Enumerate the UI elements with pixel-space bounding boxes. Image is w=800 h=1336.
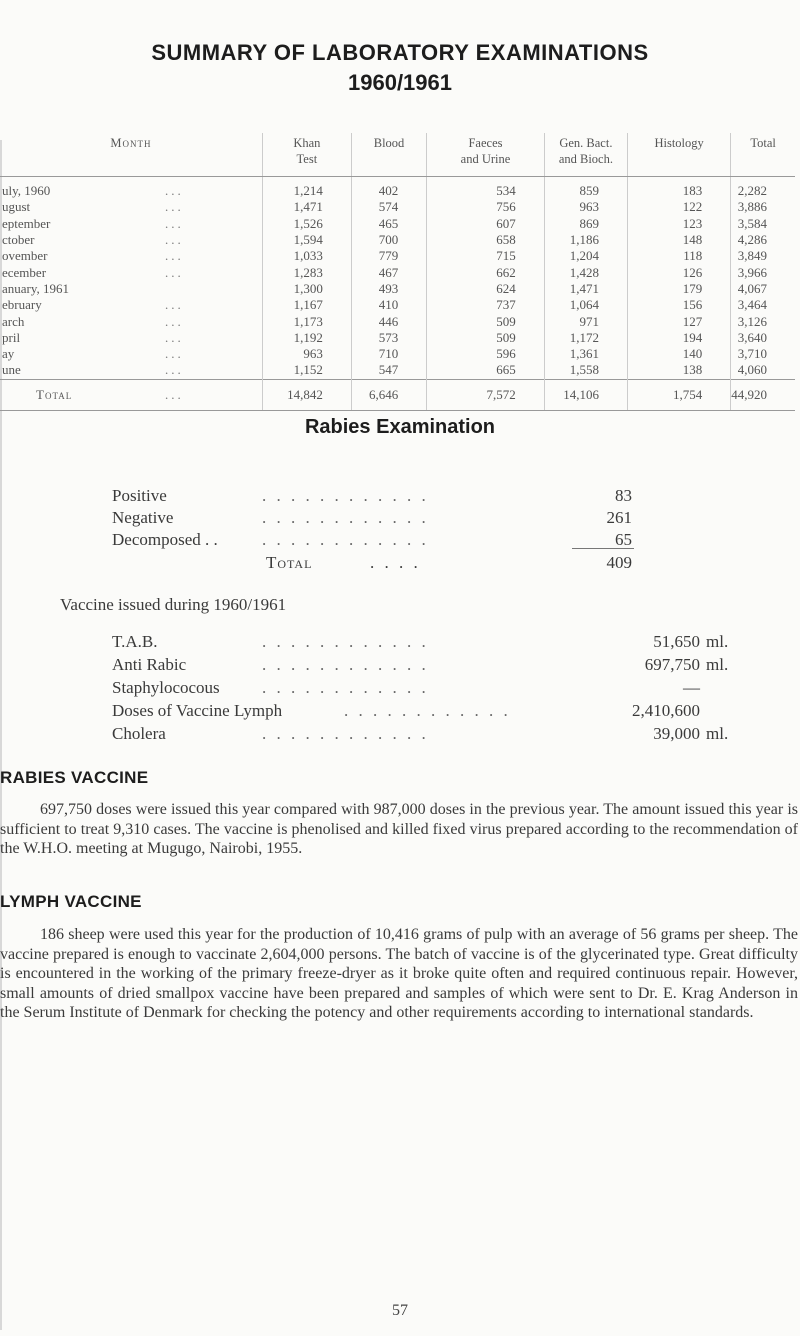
gen-cell: 1,172 <box>544 330 627 346</box>
khan-cell: 1,214 <box>262 177 351 200</box>
gen-cell: 1,204 <box>544 248 627 264</box>
histology-cell: 140 <box>628 346 731 362</box>
khan-cell: 1,300 <box>262 281 351 297</box>
rabies-row-positive: Positive . . . . . . . . . . . . 83 <box>112 486 632 505</box>
blood-cell: 574 <box>351 199 426 215</box>
lymph-vaccine-paragraph: 186 sheep were used this year for the production of 10,416 grams of pulp with an average of 56 grams per sheep. The vaccine prepared is enough to vaccinate 2,604,000 persons. The batch of vaccine is of the glycerinated type. Great difficulty is encountered in the working of the primary freeze-dryer as it broke quite often and required continuous repair. However, small amounts of dried smallpox vaccine have been prepared and samples of which were sent to Dr. E. Krag Anderson in the Serum Institute of Denmark for checking the potency and other requirements according to international standards. <box>0 926 798 1021</box>
total-blood-cell: 6,646 <box>351 379 426 410</box>
faeces-cell: 665 <box>427 362 545 379</box>
header-khan-test: Khan Test <box>262 133 351 177</box>
blood-cell: 493 <box>351 281 426 297</box>
rabies-vaccine-heading: RABIES VACCINE <box>0 768 149 787</box>
total-cell: 4,060 <box>731 362 795 379</box>
total-cell: 3,849 <box>731 248 795 264</box>
month-cell: anuary, 1961 <box>2 280 70 296</box>
histology-cell: 148 <box>628 232 731 248</box>
header-blood: Blood <box>351 133 426 177</box>
histology-cell: 183 <box>628 177 731 200</box>
table-total-row <box>0 379 795 410</box>
total-histology-cell: 1,754 <box>628 379 731 410</box>
vaccine-row-tab: T.A.B. . . . . . . . . . . . . 51,650 ml. <box>112 632 729 651</box>
vaccine-row-staphylococous: Staphylococous . . . . . . . . . . . . — <box>112 678 700 697</box>
histology-cell: 126 <box>628 264 731 280</box>
month-cell: arch ... <box>2 313 184 329</box>
total-cell: 3,966 <box>731 264 795 280</box>
faeces-cell: 509 <box>427 330 545 346</box>
blood-cell: 573 <box>351 330 426 346</box>
page-title: SUMMARY OF LABORATORY EXAMINATIONS <box>151 40 649 65</box>
total-cell: 3,464 <box>731 297 795 313</box>
blood-cell: 465 <box>351 216 426 232</box>
khan-cell: 1,033 <box>262 248 351 264</box>
gen-cell: 963 <box>544 199 627 215</box>
month-cell: eptember ... <box>2 215 184 231</box>
vaccine-issued-title: Vaccine issued during 1960/1961 <box>60 595 287 614</box>
histology-cell: 156 <box>628 297 731 313</box>
faeces-cell: 737 <box>427 297 545 313</box>
table-row <box>0 297 795 313</box>
faeces-cell: 607 <box>427 216 545 232</box>
month-cell: pril ... <box>2 329 184 345</box>
khan-cell: 1,152 <box>262 362 351 379</box>
table-row <box>0 232 795 248</box>
month-cell: uly, 1960 ... <box>2 183 184 199</box>
histology-cell: 179 <box>628 281 731 297</box>
faeces-cell: 658 <box>427 232 545 248</box>
total-cell: 4,286 <box>731 232 795 248</box>
total-faeces-cell: 7,572 <box>427 379 545 410</box>
histology-cell: 194 <box>628 330 731 346</box>
histology-cell: 122 <box>628 199 731 215</box>
blood-cell: 446 <box>351 313 426 329</box>
table-row <box>0 248 795 264</box>
month-cell: ecember ... <box>2 264 184 280</box>
gen-cell: 869 <box>544 216 627 232</box>
total-cell: 3,710 <box>731 346 795 362</box>
total-gen-cell: 14,106 <box>544 379 627 410</box>
blood-cell: 402 <box>351 177 426 200</box>
blood-cell: 467 <box>351 264 426 280</box>
khan-cell: 1,526 <box>262 216 351 232</box>
rabies-total-rule <box>572 548 634 549</box>
blood-cell: 410 <box>351 297 426 313</box>
vaccine-row-lymph: Doses of Vaccine Lymph . . . . . . . . . . . . 2,410,600 <box>112 701 700 720</box>
faeces-cell: 756 <box>427 199 545 215</box>
page-number: 57 <box>392 1302 408 1319</box>
rabies-row-negative: Negative . . . . . . . . . . . . 261 <box>112 508 632 527</box>
header-total: Total <box>731 133 795 177</box>
vaccine-row-cholera: Cholera . . . . . . . . . . . . 39,000 ml. <box>112 724 729 743</box>
table-row <box>0 313 795 329</box>
total-cell: 4,067 <box>731 281 795 297</box>
histology-cell: 118 <box>628 248 731 264</box>
total-cell: 2,282 <box>731 177 795 200</box>
table-row <box>0 177 795 200</box>
faeces-cell: 624 <box>427 281 545 297</box>
vaccine-row-anti-rabic: Anti Rabic . . . . . . . . . . . . 697,750 ml. <box>112 655 729 674</box>
month-cell: ovember ... <box>2 248 184 264</box>
header-faeces-urine: Faeces and Urine <box>427 133 545 177</box>
faeces-cell: 715 <box>427 248 545 264</box>
total-khan-cell: 14,842 <box>262 379 351 410</box>
gen-cell: 1,428 <box>544 264 627 280</box>
month-cell: ctober ... <box>2 232 184 248</box>
faeces-cell: 509 <box>427 313 545 329</box>
rabies-row-decomposed: Decomposed . . . . . . . . . . . . . . 65 <box>112 530 632 549</box>
month-cell: ugust ... <box>2 199 184 215</box>
khan-cell: 1,192 <box>262 330 351 346</box>
gen-cell: 859 <box>544 177 627 200</box>
histology-cell: 127 <box>628 313 731 329</box>
table-row <box>0 199 795 215</box>
rabies-vaccine-paragraph: 697,750 doses were issued this year compared with 987,000 doses in the previous year. The amount issued this year is sufficient to treat 9,310 cases. The vaccine is phenolised and killed fixed virus prepared according to the recommendation of the W.H.O. meeting at Mugugo, Nairobi, 1955. <box>0 801 798 857</box>
khan-cell: 1,173 <box>262 313 351 329</box>
blood-cell: 779 <box>351 248 426 264</box>
gen-cell: 1,064 <box>544 297 627 313</box>
total-cell: 3,886 <box>731 199 795 215</box>
total-cell: 3,126 <box>731 313 795 329</box>
khan-cell: 1,471 <box>262 199 351 215</box>
total-total-cell: 44,920 <box>731 379 795 410</box>
table-row <box>0 281 795 297</box>
lab-examinations-table <box>0 133 795 411</box>
table-row <box>0 362 795 379</box>
rabies-examination-title: Rabies Examination <box>304 416 496 438</box>
khan-cell: 1,167 <box>262 297 351 313</box>
lymph-vaccine-heading: LYMPH VACCINE <box>0 892 142 911</box>
month-cell: ebruary ... <box>2 297 184 313</box>
total-label-cell: Total ... <box>0 379 262 410</box>
table-row <box>0 346 795 362</box>
blood-cell: 710 <box>351 346 426 362</box>
histology-cell: 123 <box>628 216 731 232</box>
gen-cell: 1,471 <box>544 281 627 297</box>
header-gen-bact: Gen. Bact. and Bioch. <box>544 133 627 177</box>
gen-cell: 1,186 <box>544 232 627 248</box>
page-subtitle: 1960/1961 <box>348 70 452 95</box>
total-cell: 3,640 <box>731 330 795 346</box>
gen-cell: 971 <box>544 313 627 329</box>
faeces-cell: 596 <box>427 346 545 362</box>
khan-cell: 1,283 <box>262 264 351 280</box>
header-month: Month <box>0 133 262 177</box>
faeces-cell: 662 <box>427 264 545 280</box>
month-cell: une ... <box>2 362 184 378</box>
header-histology: Histology <box>628 133 731 177</box>
table-row <box>0 330 795 346</box>
table-row <box>0 216 795 232</box>
blood-cell: 547 <box>351 362 426 379</box>
table-row <box>0 264 795 280</box>
khan-cell: 1,594 <box>262 232 351 248</box>
blood-cell: 700 <box>351 232 426 248</box>
gen-cell: 1,558 <box>544 362 627 379</box>
table-header-row <box>0 133 795 177</box>
total-cell: 3,584 <box>731 216 795 232</box>
month-cell: ay ... <box>2 346 184 362</box>
gen-cell: 1,361 <box>544 346 627 362</box>
histology-cell: 138 <box>628 362 731 379</box>
khan-cell: 963 <box>262 346 351 362</box>
faeces-cell: 534 <box>427 177 545 200</box>
